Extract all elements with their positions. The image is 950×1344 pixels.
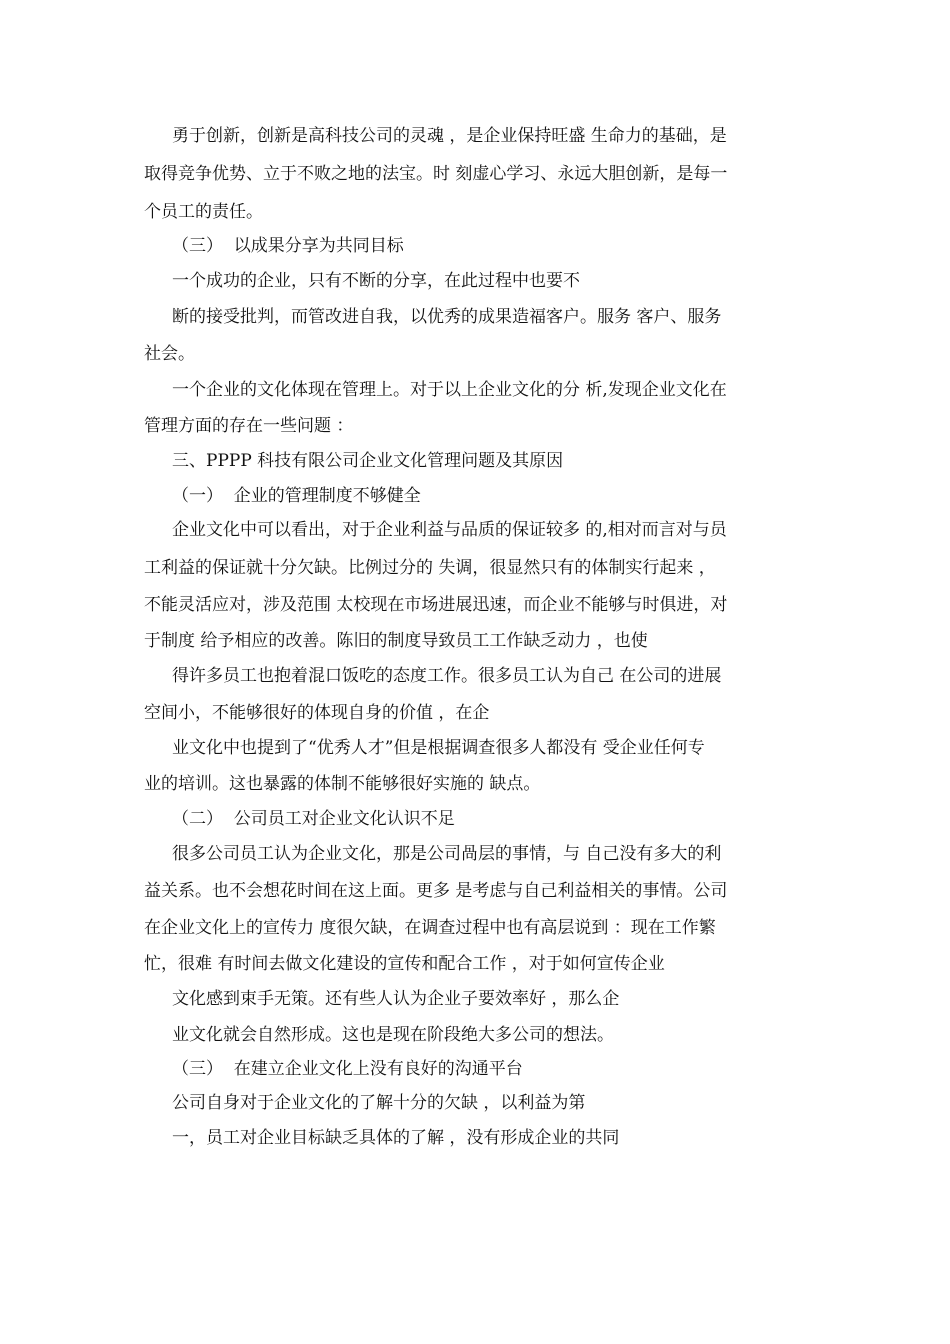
text-line: 公司自身对于企业文化的了解十分的欠缺 ，以利益为第 xyxy=(172,1093,586,1113)
text-line: 断的接受批判，而管改进自我，以优秀的成果造福客户。服务 客户、服务 xyxy=(172,307,722,327)
text-line: 管理方面的存在一些问题 ： xyxy=(144,416,354,436)
chapter-heading: 三、PPPP 科技有限公司企业文化管理问题及其原因 xyxy=(172,451,564,471)
text-line: 取得竞争优势、立于不败之地的法宝。时 刻虚心学习、永远大胆创新，是每一 xyxy=(144,164,728,184)
text-line: 一个企业的文化体现在管理上。对于以上企业文化的分 析,发现企业文化在 xyxy=(172,380,727,400)
text-line: 忙，很难 有时间去做文化建设的宣传和配合工作 ，对于如何宣传企业 xyxy=(144,954,665,974)
text-line: 业文化中也提到了“优秀人才”但是根据调查很多人都没有 受企业任何专 xyxy=(172,738,705,758)
text-line: 社会。 xyxy=(144,344,195,364)
section-heading: （一） 企业的管理制度不够健全 xyxy=(172,486,421,506)
text-line: 企业文化中可以看出，对于企业利益与品质的保证较多 的,相对而言对与员 xyxy=(172,520,727,540)
section-heading: （二） 公司员工对企业文化认识不足 xyxy=(172,809,455,829)
text-line: 一个成功的企业，只有不断的分享，在此过程中也要不 xyxy=(172,271,580,291)
text-line: 业的培训。这也暴露的体制不能够很好实施的 缺点。 xyxy=(144,774,541,794)
text-line: 文化感到束手无策。还有些人认为企业子要效率好 ，那么企 xyxy=(172,989,620,1009)
text-line: 得许多员工也抱着混口饭吃的态度工作。很多员工认为自己 在公司的进展 xyxy=(172,666,722,686)
text-line: 勇于创新，创新是高科技公司的灵魂 ，是企业保持旺盛 生命力的基础，是 xyxy=(172,126,727,146)
text-line: 于制度 给予相应的改善。陈旧的制度导致员工工作缺乏动力 ，也使 xyxy=(144,631,648,651)
text-line: 空间小，不能够很好的体现自身的价值 ，在企 xyxy=(144,703,490,723)
text-line: 很多公司员工认为企业文化，那是公司咼层的事情，与 自己没有多大的利 xyxy=(172,844,722,864)
text-line: 工利益的保证就十分欠缺。比例过分的 失调，很显然只有的体制实行起来 ， xyxy=(144,558,716,578)
text-line: 不能灵活应对，涉及范围 太校现在市场进展迅速，而企业不能够与时俱进，对 xyxy=(144,595,728,615)
text-line: 益关系。也不会想花时间在这上面。更多 是考虑与自己利益相关的事情。公司 xyxy=(144,881,728,901)
text-line: 个员工的责任。 xyxy=(144,202,263,222)
section-heading: （三） 在建立企业文化上没有良好的沟通平台 xyxy=(172,1059,523,1079)
text-line: 一，员工对企业目标缺乏具体的了解 ，没有形成企业的共同 xyxy=(172,1128,620,1148)
section-heading: （三） 以成果分享为共同目标 xyxy=(172,236,404,256)
text-line: 在企业文化上的宣传力 度很欠缺，在调查过程中也有高层说到 ：现在工作繁 xyxy=(144,918,716,938)
text-line: 业文化就会自然形成。这也是现在阶段绝大多公司的想法。 xyxy=(172,1025,614,1045)
